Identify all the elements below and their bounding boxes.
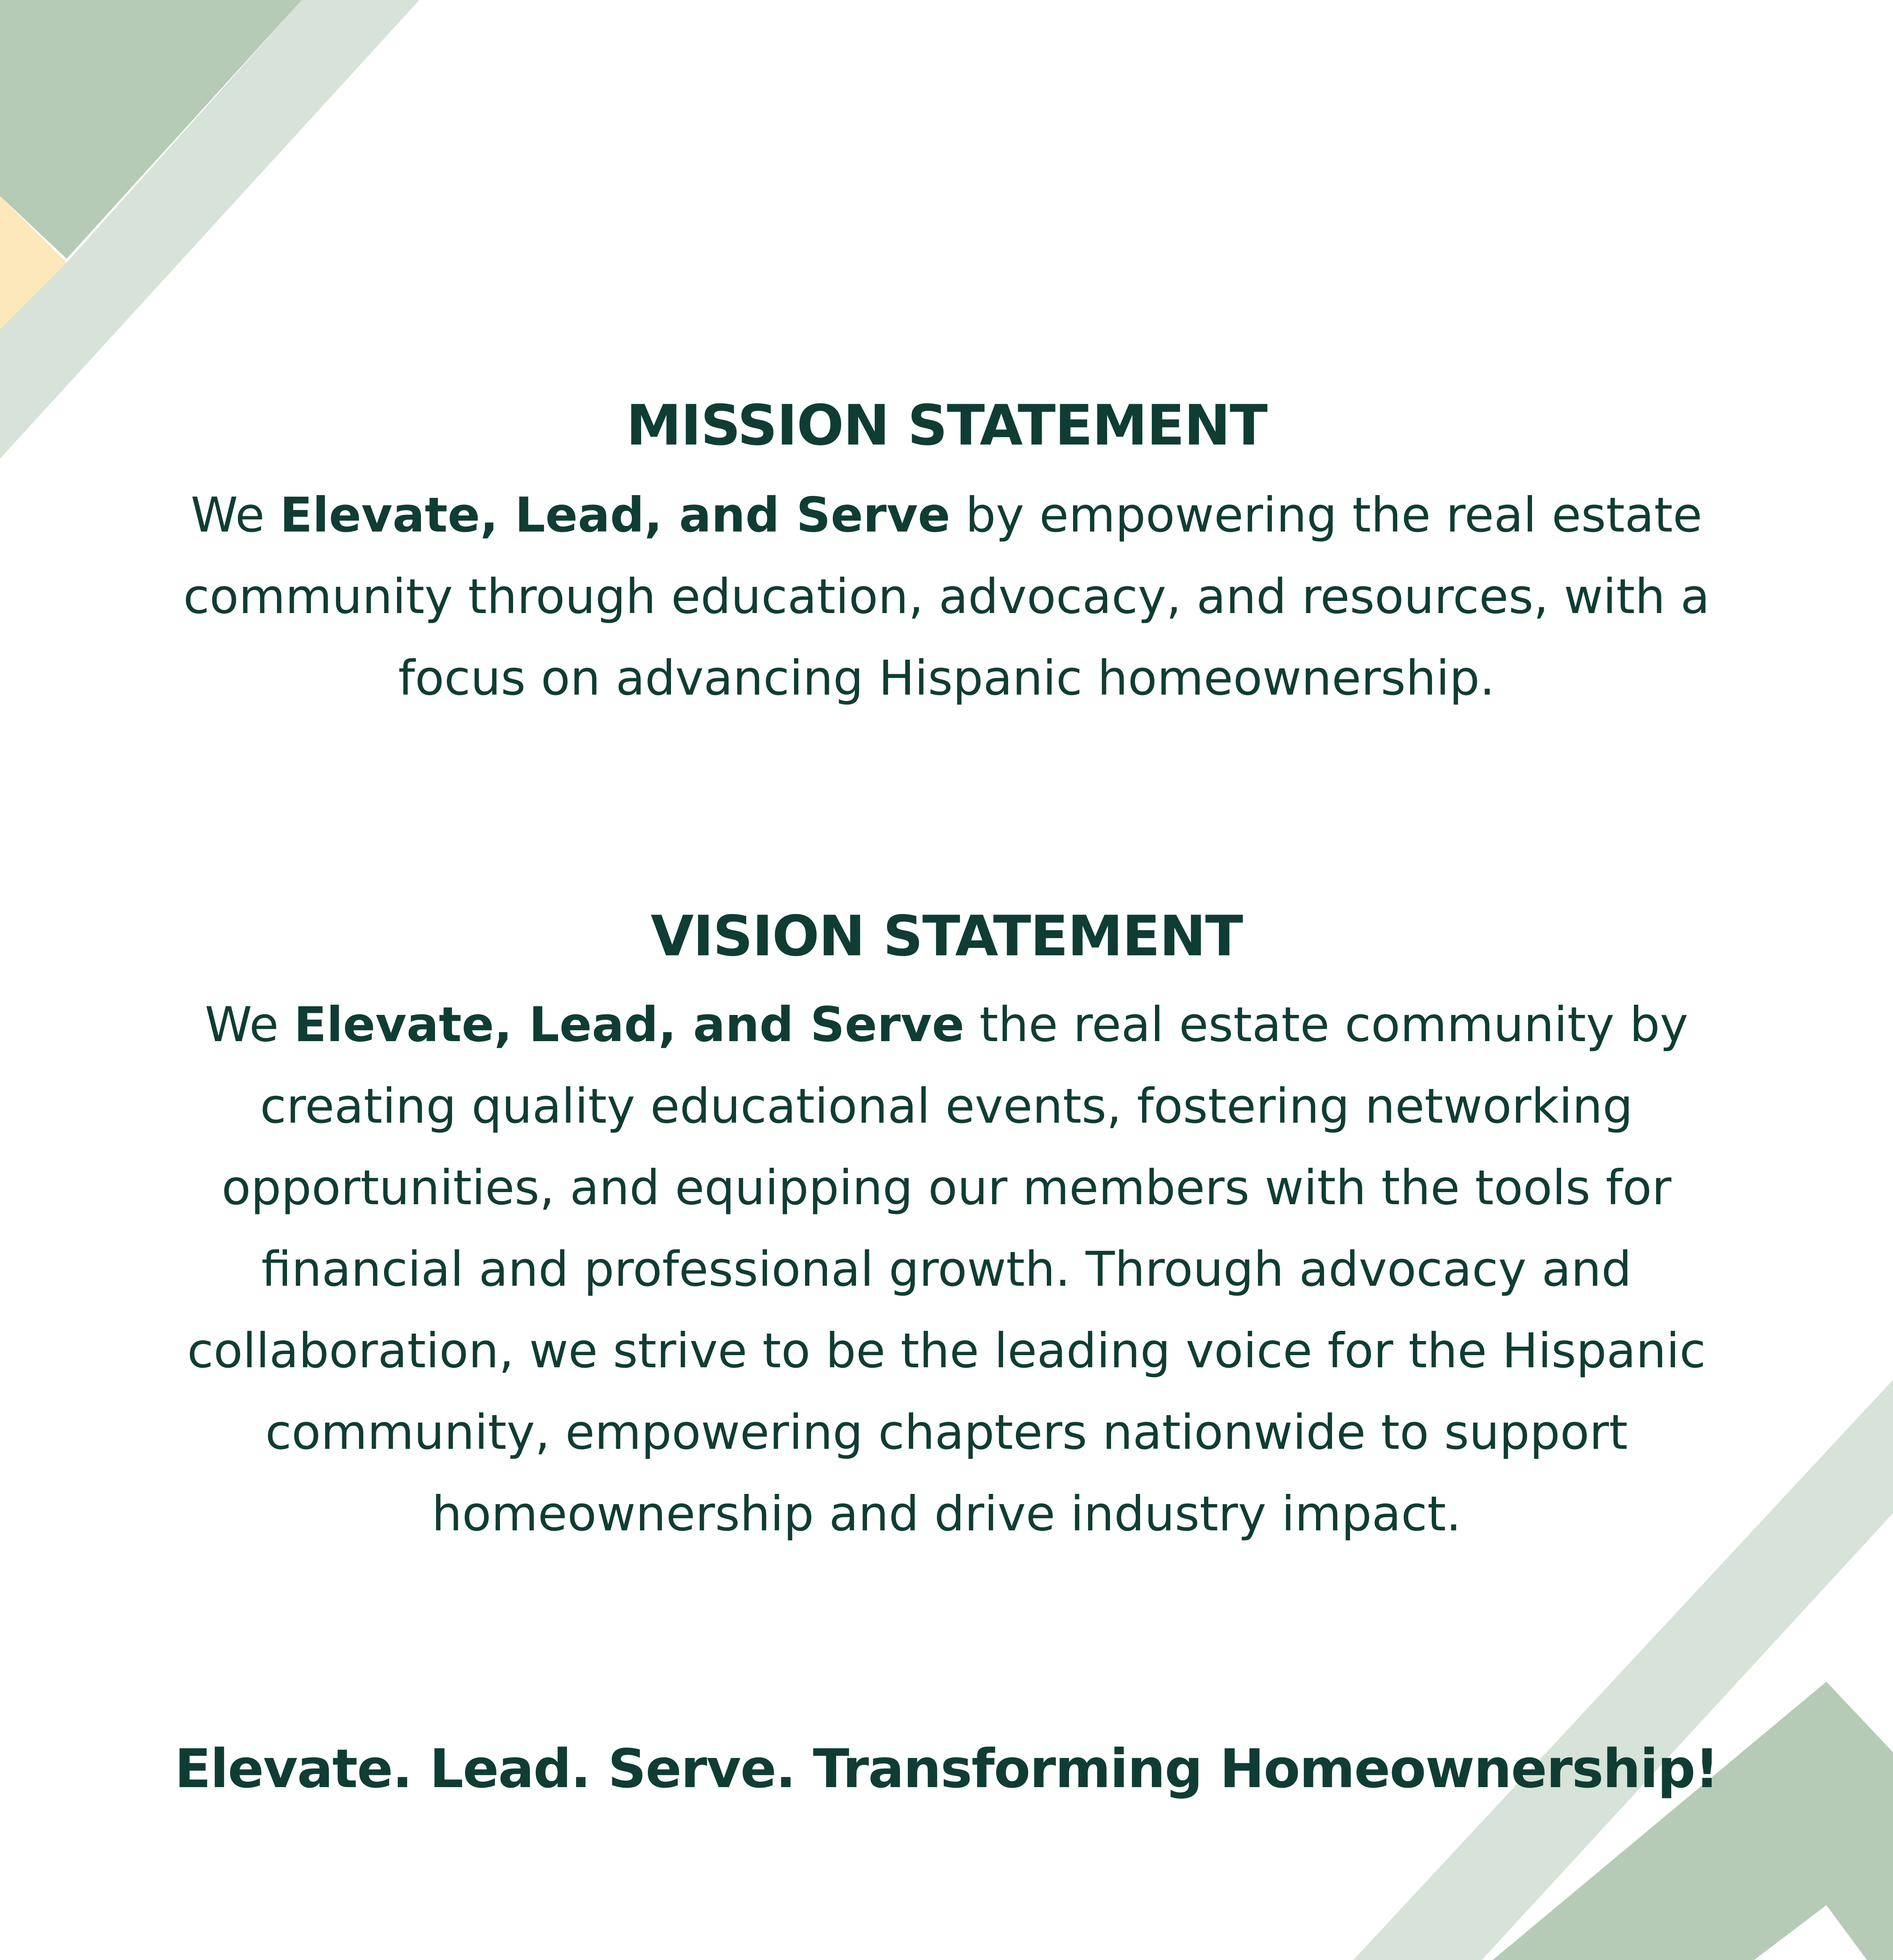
- vision-line-7: homeownership and drive industry impact.: [432, 1486, 1461, 1542]
- mission-paragraph: [118, 474, 1775, 719]
- mission-line-1-emphasis: Elevate, Lead, and Serve: [280, 487, 950, 543]
- vision-line-5: collaboration, we strive to be the leading voice for the Hispanic: [187, 1323, 1706, 1379]
- mission-line-1-prefix: We: [190, 487, 280, 543]
- vision-line-6: community, empowering chapters nationwide to support: [265, 1405, 1628, 1460]
- mission-line-3: focus on advancing Hispanic homeownership.: [398, 650, 1495, 706]
- vision-heading: VISION STATEMENT: [651, 904, 1242, 969]
- tagline: Elevate. Lead. Serve. Transforming Homeownership!: [174, 1738, 1719, 1800]
- vision-line-1-prefix: We: [205, 997, 294, 1053]
- mission-heading: MISSION STATEMENT: [626, 393, 1267, 458]
- vision-line-4: financial and professional growth. Through advocacy and: [261, 1241, 1632, 1297]
- mission-line-1-rest: by empowering the real estate: [950, 487, 1703, 543]
- vision-line-1-emphasis: Elevate, Lead, and Serve: [294, 997, 965, 1053]
- vision-paragraph: [118, 984, 1775, 1555]
- mission-line-2: community through education, advocacy, and resources, with a: [183, 569, 1710, 624]
- vision-line-1: [118, 984, 1775, 1065]
- vision-line-1-rest: the real estate community by: [964, 997, 1688, 1053]
- mission-line-1: [118, 474, 1775, 556]
- vision-line-2: creating quality educational events, fostering networking: [260, 1078, 1633, 1134]
- vision-line-3: opportunities, and equipping our members with the tools for: [221, 1160, 1672, 1216]
